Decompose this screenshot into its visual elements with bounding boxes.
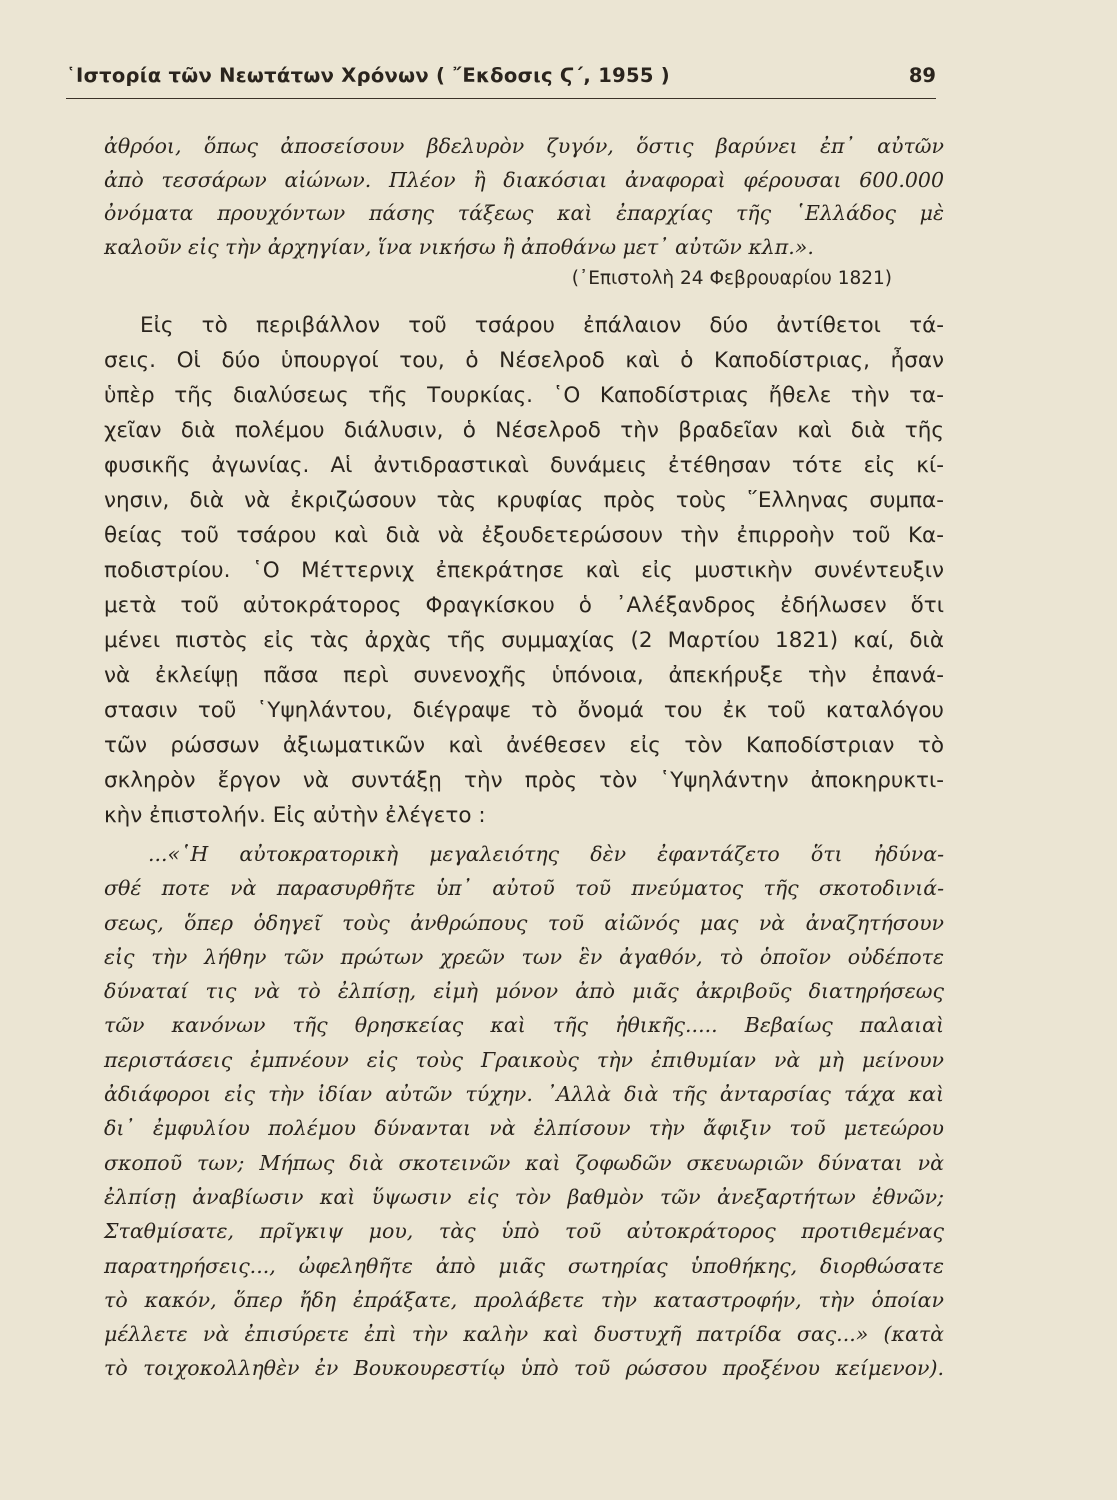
text-line: ἀθρόοι, ὅπως ἀποσείσουν βδελυρὸν ζυγόν, ὅστις βαρύνει ἐπ᾽ αὐτῶν: [104, 134, 944, 158]
text-line: σκοποῦ των; Μήπως διὰ σκοτεινῶν καὶ ζοφωδῶν σκευωριῶν δύναται νὰ: [104, 1150, 944, 1175]
quoted-letter-excerpt: [104, 130, 944, 264]
text-line: μένει πιστὸς εἰς τὰς ἀρχὰς τῆς συμμαχίας (2 Μαρτίου 1821) καί, διὰ: [104, 628, 944, 653]
page-header: [66, 62, 936, 99]
text-line: φυσικῆς ἀγωνίας. Αἱ ἀντιδραστικαὶ δυνάμεις ἐτέθησαν τότε εἰς κί-: [104, 453, 944, 478]
running-title: ῾Ιστορία τῶν Νεωτάτων Χρόνων ( ῎Εκδοσις Ϛ΄, 1955 ): [66, 64, 670, 87]
letter-citation: (᾽Επιστολὴ 24 Φεβρουαρίου 1821): [571, 268, 892, 289]
text-line: σκληρὸν ἔργον νὰ συντάξῃ τὴν πρὸς τὸν ῾Υψηλάντην ἀποκηρυκτι-: [104, 768, 944, 793]
text-line: χεῖαν διὰ πολέμου διάλυσιν, ὁ Νέσελροδ τὴν βραδεῖαν καὶ διὰ τῆς: [104, 418, 944, 443]
text-line: Εἰς τὸ περιβάλλον τοῦ τσάρου ἐπάλαιον δύο ἀντίθετοι τά-: [140, 313, 944, 338]
text-line: ...«῾Η αὐτοκρατορικὴ μεγαλειότης δὲν ἐφαντάζετο ὅτι ἠδύνα-: [148, 842, 944, 866]
text-line: Σταθμίσατε, πρῖγκιψ μου, τὰς ὑπὸ τοῦ αὐτοκράτορος προτιθεμένας: [104, 1219, 944, 1244]
text-line: εἰς τὴν λήθην τῶν πρώτων χρεῶν των ἓν ἀγαθόν, τὸ ὁποῖον οὐδέποτε: [104, 944, 944, 969]
text-line: τῶν κανόνων τῆς θρησκείας καὶ τῆς ἠθικῆς..... Βεβαίως παλαιαὶ: [104, 1013, 944, 1038]
text-line: ἐλπίσῃ ἀναβίωσιν καὶ ὕψωσιν εἰς τὸν βαθμὸν τῶν ἀνεξαρτήτων ἐθνῶν;: [104, 1184, 944, 1209]
text-line: νὰ ἐκλείψῃ πᾶσα περὶ συνενοχῆς ὑπόνοια, ἀπεκήρυξε τὴν ἐπανά-: [104, 663, 944, 688]
text-line: τὸ τοιχοκολληθὲν ἐν Βουκουρεστίῳ ὑπὸ τοῦ ρώσσου προξένου κείμενον).: [104, 1356, 944, 1381]
text-line: δύναταί τις νὰ τὸ ἐλπίσῃ, εἰμὴ μόνον ἀπὸ μιᾶς ἀκριβοῦς διατηρήσεως: [104, 979, 944, 1004]
text-line: τῶν ρώσσων ἀξιωματικῶν καὶ ἀνέθεσεν εἰς τὸν Καποδίστριαν τὸ: [104, 733, 944, 758]
text-line: τὸ κακόν, ὅπερ ἤδη ἐπράξατε, προλάβετε τὴν καταστροφήν, τὴν ὁποίαν: [104, 1287, 944, 1312]
proclamation-quote: [104, 837, 944, 1386]
body-paragraph: [104, 308, 944, 833]
text-line: παρατηρήσεις..., ὠφεληθῆτε ἀπὸ μιᾶς σωτηρίας ὑποθήκης, διορθώσατε: [104, 1253, 944, 1278]
page-number: 89: [908, 64, 936, 87]
text-line: σεις. Οἱ δύο ὑπουργοί του, ὁ Νέσελροδ καὶ ὁ Καποδίστριας, ἦσαν: [104, 348, 944, 373]
text-line: θείας τοῦ τσάρου καὶ διὰ νὰ ἐξουδετερώσουν τὴν ἐπιρροὴν τοῦ Κα-: [104, 523, 944, 548]
text-line: νησιν, διὰ νὰ ἐκριζώσουν τὰς κρυφίας πρὸς τοὺς ῞Ελληνας συμπα-: [104, 488, 944, 513]
text-line: κὴν ἐπιστολήν. Εἰς αὐτὴν ἐλέγετο :: [104, 803, 486, 828]
text-line: δι᾽ ἐμφυλίου πολέμου δύνανται νὰ ἐλπίσουν τὴν ἄφιξιν τοῦ μετεώρου: [104, 1116, 944, 1141]
text-line: ἀπὸ τεσσάρων αἰώνων. Πλέον ἢ διακόσιαι ἀναφοραὶ φέρουσαι 600.000: [104, 167, 944, 192]
text-line: ἀδιάφοροι εἰς τὴν ἰδίαν αὐτῶν τύχην. ᾽Αλλὰ διὰ τῆς ἀνταρσίας τάχα καὶ: [104, 1082, 944, 1107]
text-line: σθέ ποτε νὰ παρασυρθῆτε ὑπ᾽ αὐτοῦ τοῦ πνεύματος τῆς σκοτοδινιά-: [104, 876, 944, 901]
text-line: στασιν τοῦ ῾Υψηλάντου, διέγραψε τὸ ὄνομά του ἐκ τοῦ καταλόγου: [104, 698, 944, 723]
text-line: μετὰ τοῦ αὐτοκράτορος Φραγκίσκου ὁ ᾽Αλέξανδρος ἐδήλωσεν ὅτι: [104, 593, 944, 618]
text-line: ποδιστρίου. ῾Ο Μέττερνιχ ἐπεκράτησε καὶ εἰς μυστικὴν συνέντευξιν: [104, 558, 944, 583]
text-line: περιστάσεις ἐμπνέουν εἰς τοὺς Γραικοὺς τὴν ἐπιθυμίαν νὰ μὴ μείνουν: [104, 1047, 944, 1072]
text-line: ὑπὲρ τῆς διαλύσεως τῆς Τουρκίας. ῾Ο Καποδίστριας ἤθελε τὴν τα-: [104, 383, 944, 408]
text-line: σεως, ὅπερ ὁδηγεῖ τοὺς ἀνθρώπους τοῦ αἰῶνός μας νὰ ἀναζητήσουν: [104, 910, 944, 935]
text-line: καλοῦν εἰς τὴν ἀρχηγίαν, ἵνα νικήσω ἢ ἀποθάνω μετ᾽ αὐτῶν κλπ.».: [104, 234, 814, 259]
text-line: μέλλετε νὰ ἐπισύρετε ἐπὶ τὴν καλὴν καὶ δυστυχῆ πατρίδα σας...» (κατὰ: [104, 1322, 944, 1347]
text-line: ὀνόματα προυχόντων πάσης τάξεως καὶ ἐπαρχίας τῆς ῾Ελλάδος μὲ: [104, 201, 944, 225]
